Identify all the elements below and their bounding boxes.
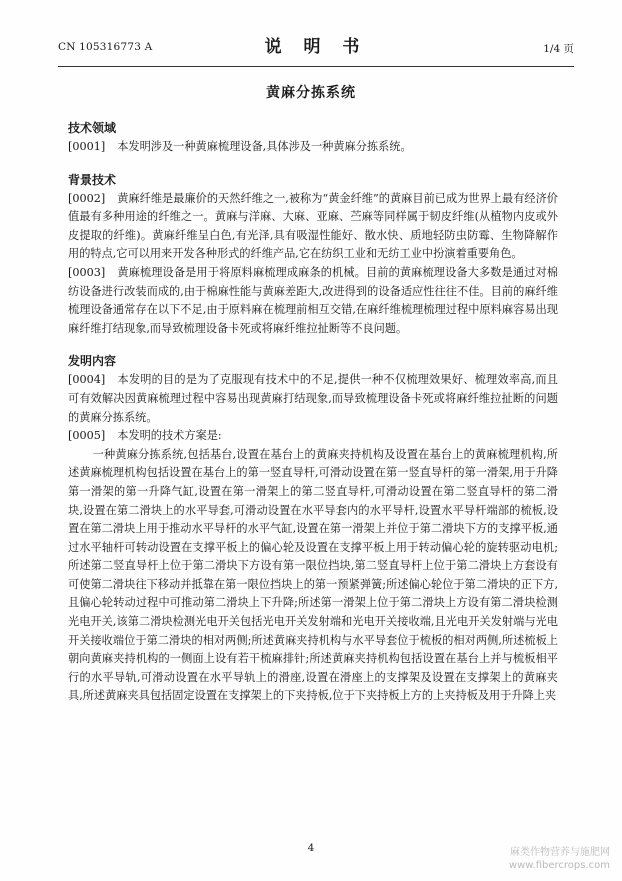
document-number: CN 105316773 A — [58, 41, 153, 53]
section-heading-background: 背景技术 — [68, 172, 117, 187]
document-type: 说 明 书 — [264, 37, 368, 57]
paragraph-0005 — [68, 427, 558, 446]
section-heading-field: 技术领域 — [68, 121, 117, 135]
paragraph-number: [0004] — [68, 373, 106, 387]
document-body — [68, 119, 558, 706]
paragraph-number: [0002] — [68, 191, 106, 205]
paragraph-text: 黄麻纤维是最廉价的天然纤维之一,被称为“黄金纤维”的黄麻目前已成为世界上最有经济价值最有多种用途的纤维之一。黄麻与洋麻、大麻、亚麻、苎麻等同样属于韧皮纤维(从植物内皮或外皮提取的纤维)。黄麻纤维呈白色,有光泽,具有吸湿性能好、散水快、质地轻防虫防霉、生物降解作用的特点,它可以用来开发各种形式的纤维产品,它在纺织工业和无纺工业中扮演着重要角色。 — [68, 191, 558, 261]
document-title: 黄麻分拣系统 — [266, 85, 356, 101]
paragraph-0004 — [68, 371, 558, 427]
paragraph-number: [0003] — [68, 265, 106, 279]
paragraph-text: 本发明涉及一种黄麻梳理设备,具体涉及一种黄麻分拣系统。 — [117, 140, 412, 153]
paragraph-number: [0001] — [68, 140, 106, 153]
paragraph-0003 — [68, 264, 558, 338]
section-heading-invention: 发明内容 — [68, 354, 117, 369]
paragraph-text: 黄麻梳理设备是用于将原料麻梳理成麻条的机械。目前的黄麻梳理设备大多数是通过对棉纺设备进行改装而成的,由于棉麻性能与黄麻差距大,改进得到的设备适应性往往不佳。目前的麻纤维梳理设备通常存在以下不足,由于原料麻在梳理前相互交错,在麻纤维梳理梳理过程中原料麻容易出现麻纤维打结现象,而导致梳理设备卡死或将麻纤维拉扯断等不良问题。 — [68, 265, 558, 335]
header-rule — [58, 66, 574, 67]
watermark-url: www.fibercrops.com — [508, 860, 610, 871]
page-number: 4 — [307, 842, 315, 854]
paragraph-number: [0005] — [68, 429, 106, 443]
paragraph-0002 — [68, 190, 558, 264]
paragraph-text: 本发明的目的是为了克服现有技术中的不足,提供一种不仅梳理效果好、梳理效率高,而且可有效解决因黄麻梳理过程中容易出现黄麻打结现象,而导致梳理设备卡死或将麻纤维拉扯断的问题的黄麻分拣系统。 — [68, 373, 558, 424]
paragraph-text: 本发明的技术方案是: — [117, 429, 222, 443]
watermark-site-name: 麻类作物营养与施肥网 — [510, 847, 610, 858]
paragraph-0001 — [68, 138, 558, 157]
source-watermark — [509, 846, 610, 872]
page-header — [58, 30, 574, 64]
page-indicator: 1/4 页 — [543, 43, 574, 55]
technical-solution-body: 一种黄麻分拣系统,包括基台,设置在基台上的黄麻夹持机构及设置在基台上的黄麻梳理机构,所述黄麻梳理机构包括设置在基台上的第一竖直导杆,可滑动设置在第一竖直导杆的第一滑架,用于升降第一滑架的第一升降气缸,设置在第一滑架上的第二竖直导杆,可滑动设置在第二竖直导杆的第二滑块,设置在第二滑块上的水平导套,可滑动设置在水平导套内的水平导杆,设置水平导杆端部的梳板,设置在第二滑块上用于推动水平导杆的水平气缸,设置在第一滑架上并位于第二滑块下方的支撑平板,通过水平轴杆可转动设置在支撑平板上的偏心轮及设置在支撑平板上用于转动偏心轮的旋转驱动电机;所述第二竖直导杆上位于第二滑块下方设有第一限位挡块,第二竖直导杆上位于第二滑块上方套设有可使第二滑块往下移动并抵靠在第一限位挡块上的第一预紧弹簧;所述偏心轮位于第二滑块的正下方,且偏心轮转动过程中可推动第二滑块上下升降;所述第一滑架上位于第二滑块上方设有第二滑块检测光电开关,该第二滑块检测光电开关包括光电开关发射端和光电开关接收端,且光电开关发射端与光电开关接收端位于第二滑块的相对两侧;所述黄麻夹持机构与水平导套位于梳板的相对两侧,所述梳板上朝向黄麻夹持机构的一侧面上设有若干梳麻排针;所述黄麻夹持机构包括设置在基台上并与梳板相平行的水平导轨,可滑动设置在水平导轨上的滑座,设置在滑座上的支撑架及设置在支撑架上的黄麻夹具,所述黄麻夹具包括固定设置在支撑架上的下夹持板,位于下夹持板上方的上夹持板及用于升降上夹 — [68, 447, 558, 703]
